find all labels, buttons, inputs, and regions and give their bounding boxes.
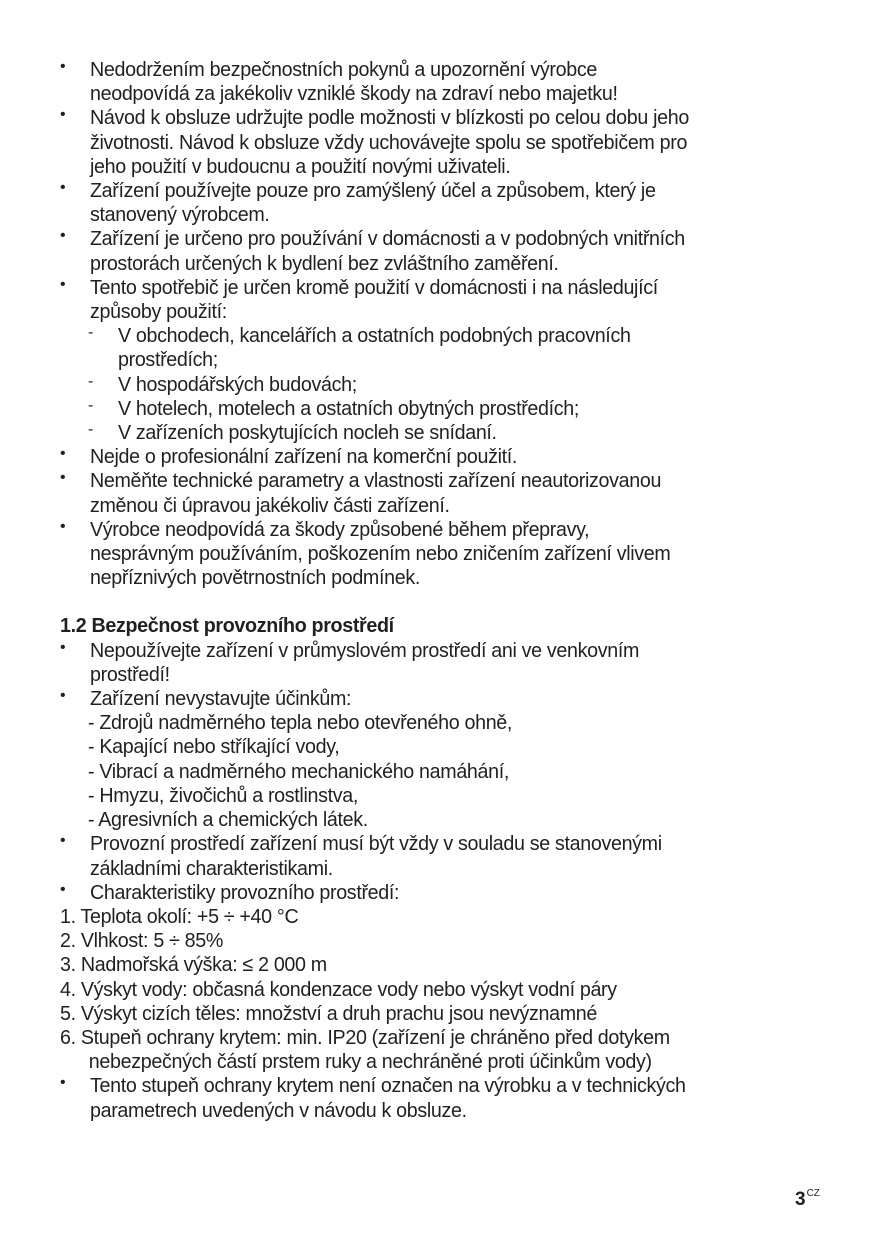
bullet-icon	[60, 445, 90, 463]
characteristic-item: 2. Vlhkost: 5 ÷ 85%	[60, 929, 224, 953]
bullet-icon	[60, 1074, 90, 1092]
bullet-text: nesprávným používáním, poškozením nebo zničením zařízení vlivem	[90, 542, 671, 566]
language-code: CZ	[806, 1188, 820, 1199]
bullet-text: Zařízení nevystavujte účinkům:	[90, 687, 352, 711]
bullet-item	[60, 227, 830, 275]
bullet-text: Výrobce neodpovídá za škody způsobené během přepravy,	[90, 517, 590, 541]
bullet-icon	[60, 469, 90, 487]
bullet-text: Neměňte technické parametry a vlastnosti zařízení neautorizovanou	[90, 469, 662, 493]
bullet-item	[60, 445, 830, 469]
exposure-item: - Agresivních a chemických látek.	[88, 808, 368, 832]
bullet-text: Zařízení je určeno pro používání v domácnosti a v podobných vnitřních	[90, 227, 685, 251]
document-page	[60, 58, 830, 1123]
sub-item-text: V obchodech, kancelářích a ostatních podobných pracovních	[118, 324, 631, 348]
bullet-item	[60, 881, 830, 905]
bullet-item	[60, 276, 830, 324]
bullet-icon	[60, 58, 90, 76]
characteristics-list	[60, 905, 830, 1074]
bullet-text: způsoby použití:	[90, 300, 227, 324]
bullet-text: Tento stupeň ochrany krytem není označen na výrobku a v technických	[90, 1074, 686, 1098]
bullet-text: Provozní prostředí zařízení musí být vždy v souladu se stanovenými	[90, 832, 662, 856]
exposure-item: - Zdrojů nadměrného tepla nebo otevřeného ohně,	[88, 711, 513, 735]
bullet-text: Nepoužívejte zařízení v průmyslovém prostředí ani ve venkovním	[90, 638, 640, 662]
bullet-text: jeho použití v budoucnu a použití novými uživateli.	[90, 154, 511, 178]
environment-section	[60, 639, 830, 1123]
bullet-text: Návod k obsluze udržujte podle možnosti v blízkosti po celou dobu jeho	[90, 106, 689, 130]
bullet-icon	[60, 179, 90, 197]
exposure-item: - Hmyzu, živočichů a rostlinstva,	[88, 783, 358, 807]
bullet-text: nepříznivých povětrnostních podmínek.	[90, 566, 420, 590]
bullet-text: Nedodržením bezpečnostních pokynů a upozornění výrobce	[90, 58, 597, 81]
sub-item-text: V zařízeních poskytujících nocleh se snídaní.	[118, 421, 497, 445]
section-heading: 1.2 Bezpečnost provozního prostředí	[60, 614, 394, 638]
page-footer	[795, 1188, 820, 1211]
bullet-item	[60, 106, 830, 179]
sub-item-text: V hotelech, motelech a ostatních obytných prostředích;	[118, 396, 580, 420]
sub-item-text: prostředích;	[118, 348, 218, 372]
bullet-icon	[60, 227, 90, 245]
bullet-text: neodpovídá za jakékoliv vzniklé škody na zdraví nebo majetku!	[90, 82, 618, 106]
bullet-icon	[60, 639, 90, 657]
characteristic-item: 5. Výskyt cizích těles: množství a druh prachu jsou nevýznamné	[60, 1001, 598, 1025]
exposure-item: - Kapající nebo stříkající vody,	[88, 735, 340, 759]
bullet-item	[60, 1074, 830, 1122]
sub-item	[60, 324, 830, 372]
exposure-list	[60, 711, 830, 832]
bullet-icon	[60, 518, 90, 536]
dash-icon: -	[88, 421, 94, 439]
bullet-item	[60, 832, 830, 880]
bullet-text: prostorách určených k bydlení bez zvláštního zaměření.	[90, 251, 559, 275]
dash-icon: -	[88, 372, 94, 390]
sub-item-text: V hospodářských budovách;	[118, 372, 357, 396]
safety-bullet-list	[60, 58, 830, 590]
bullet-icon	[60, 687, 90, 705]
bullet-icon	[60, 276, 90, 294]
characteristic-item-continuation: nebezpečných částí prstem ruky a nechráněné proti účinkům vody)	[88, 1050, 652, 1074]
bullet-text: Nejde o profesionální zařízení na komerční použití.	[90, 445, 518, 469]
bullet-text: změnou či úpravou jakékoliv části zařízení.	[90, 493, 450, 517]
bullet-item	[60, 469, 830, 517]
sub-item	[60, 421, 830, 445]
bullet-item	[60, 179, 830, 227]
bullet-icon	[60, 106, 90, 124]
sub-item	[60, 373, 830, 397]
dash-icon: -	[88, 324, 94, 342]
bullet-text: Zařízení používejte pouze pro zamýšlený účel a způsobem, který je	[90, 179, 656, 203]
bullet-item	[60, 58, 830, 106]
bullet-item	[60, 639, 830, 687]
bullet-text: životnosti. Návod k obsluze vždy uchovávejte spolu se spotřebičem pro	[90, 130, 688, 154]
page-number: 3	[795, 1189, 806, 1210]
bullet-icon	[60, 832, 90, 850]
bullet-icon	[60, 881, 90, 899]
bullet-text: Tento spotřebič je určen kromě použití v domácnosti i na následující	[90, 275, 658, 299]
characteristic-item: 4. Výskyt vody: občasná kondenzace vody nebo výskyt vodní páry	[60, 977, 617, 1001]
bullet-text: základními charakteristikami.	[90, 856, 333, 880]
usage-sublist	[60, 324, 830, 445]
characteristic-item: 6. Stupeň ochrany krytem: min. IP20 (zařízení je chráněno před dotykem	[60, 1025, 670, 1049]
sub-item	[60, 397, 830, 421]
bullet-item	[60, 687, 830, 711]
bullet-text: Charakteristiky provozního prostředí:	[90, 880, 400, 904]
dash-icon: -	[88, 396, 94, 414]
exposure-item: - Vibrací a nadměrného mechanického namáhání,	[88, 759, 510, 783]
bullet-text: stanovený výrobcem.	[90, 203, 270, 227]
bullet-item	[60, 518, 830, 591]
bullet-text: parametrech uvedených v návodu k obsluze.	[90, 1098, 467, 1122]
characteristic-item: 1. Teplota okolí: +5 ÷ +40 °C	[60, 904, 299, 928]
characteristic-item: 3. Nadmořská výška: ≤ 2 000 m	[60, 953, 327, 977]
bullet-text: prostředí!	[90, 662, 170, 686]
